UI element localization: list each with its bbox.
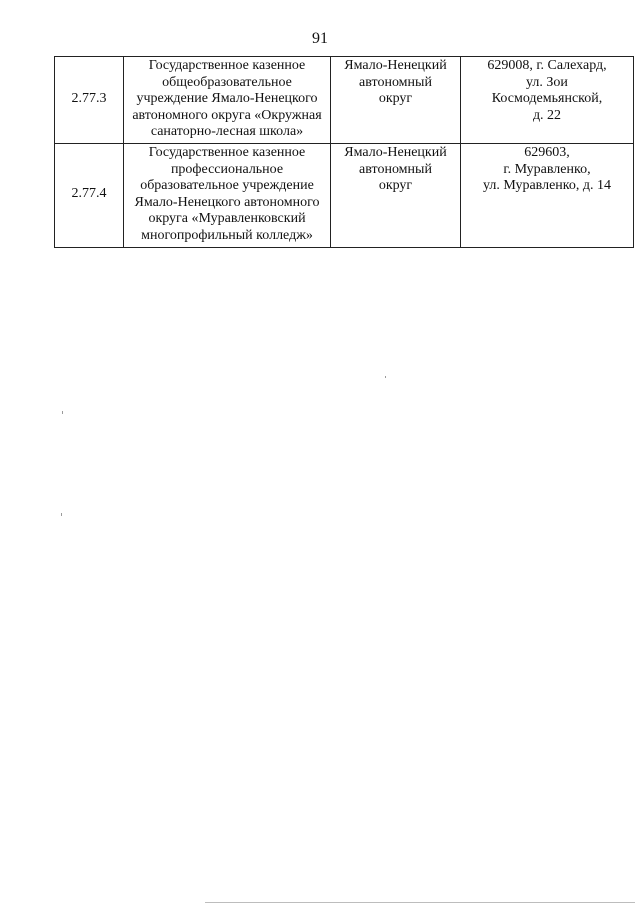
address-line: 629603, xyxy=(524,144,570,160)
institution-name-line: автономного округа «Окружная xyxy=(132,107,322,123)
address-line: г. Муравленко, xyxy=(503,161,591,177)
institution-name-line: Государственное казенное xyxy=(148,58,306,73)
address xyxy=(461,143,634,247)
address-line: Космодемьянской, xyxy=(491,91,603,107)
address-line: ул. Муравленко, д. 14 xyxy=(482,178,612,194)
address-line: ул. Зои xyxy=(526,74,568,90)
region xyxy=(331,57,461,144)
region-line: автономный xyxy=(359,74,432,90)
address xyxy=(461,57,634,144)
address-line: д. 22 xyxy=(532,107,562,123)
region-line: округ xyxy=(378,178,413,194)
scan-speck xyxy=(62,411,63,414)
institution-name-line: профессиональное xyxy=(170,161,284,177)
region-line: автономный xyxy=(359,161,432,177)
institution-name xyxy=(124,143,331,247)
institution-name-line: многопрофильный колледж» xyxy=(141,227,313,243)
scan-speck xyxy=(61,513,62,516)
region-line: округ xyxy=(378,91,413,107)
table-row xyxy=(55,57,634,144)
institution-name-line: санаторно-лесная школа» xyxy=(150,124,304,140)
institution-name-line: учреждение Ямало-Ненецкого xyxy=(136,91,318,107)
scan-speck xyxy=(385,376,386,378)
institution-name-line: образовательное учреждение xyxy=(140,178,314,194)
scan-edge-line xyxy=(205,902,635,903)
region xyxy=(331,143,461,247)
institution-name-line: общеобразовательное xyxy=(162,74,292,90)
institution-name-line: округа «Муравленковский xyxy=(148,211,306,227)
table-row xyxy=(55,143,634,247)
region-line: Ямало-Ненецкий xyxy=(344,58,447,73)
row-number: 2.77.3 xyxy=(55,57,124,144)
institution-name-line: Ямало-Ненецкого автономного xyxy=(134,194,320,210)
page-number: 91 xyxy=(312,30,328,47)
address-line: 629008, г. Салехард, xyxy=(487,58,607,73)
institution-name xyxy=(124,57,331,144)
institutions-table xyxy=(54,56,634,248)
row-number: 2.77.4 xyxy=(55,143,124,247)
institution-name-line: Государственное казенное xyxy=(148,144,306,160)
region-line: Ямало-Ненецкий xyxy=(344,144,447,160)
